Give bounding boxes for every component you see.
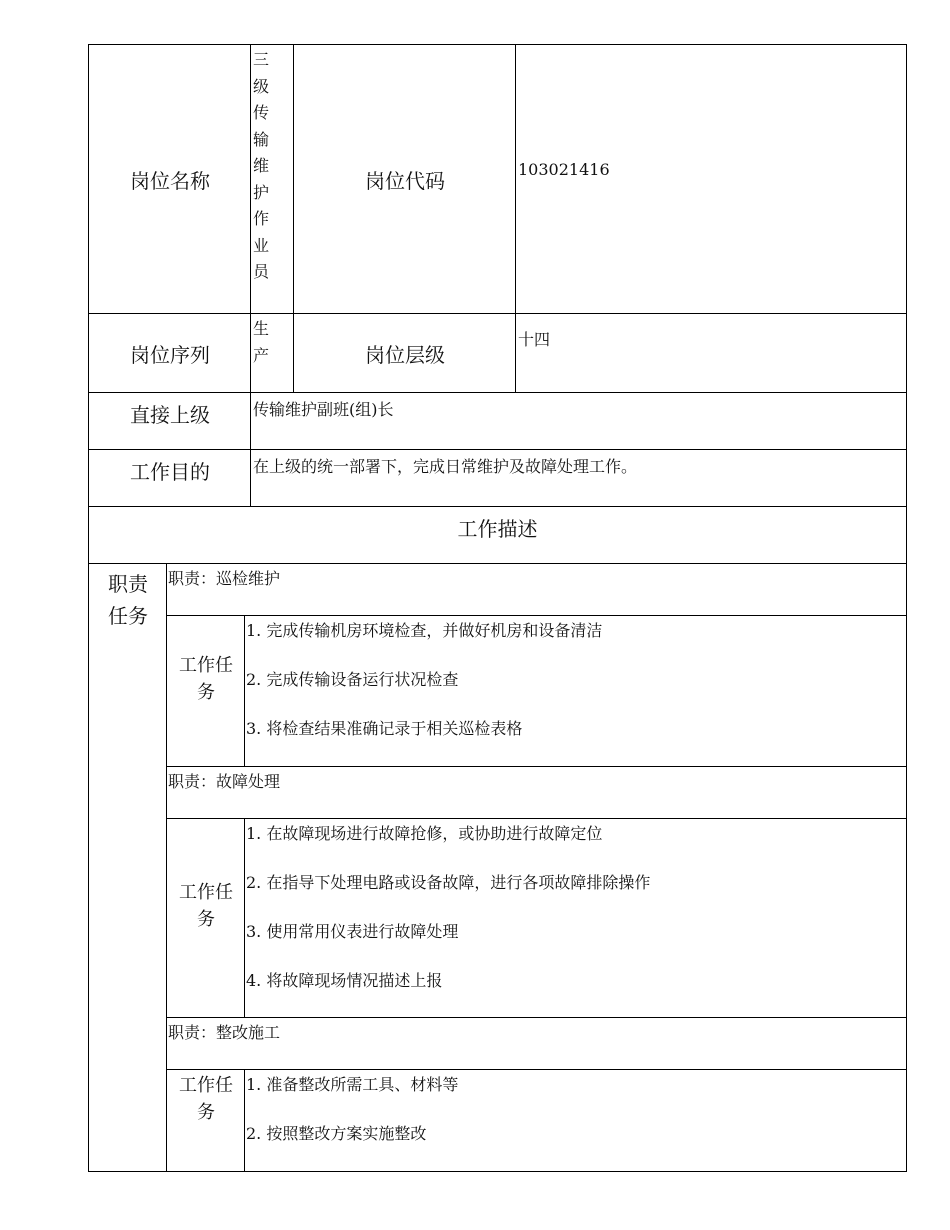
task-item: 1. 完成传输机房环境检查，并做好机房和设备清洁	[246, 621, 603, 640]
task-label-text: 工作任务	[179, 655, 233, 703]
description-title: 工作描述	[88, 506, 907, 565]
task-item: 4. 将故障现场情况描述上报	[246, 971, 443, 990]
task-label	[166, 818, 246, 1019]
superior-value: 传输维护副班(组)长	[250, 392, 907, 451]
task-label	[166, 615, 246, 768]
post-code-label: 岗位代码	[293, 44, 517, 315]
post-level-value: 十四	[515, 313, 907, 394]
task-item: 2. 按照整改方案实施整改	[246, 1124, 427, 1143]
task-list	[244, 1069, 907, 1172]
duties-label: 职责任务	[108, 572, 148, 628]
task-label-text: 工作任务	[179, 882, 233, 930]
goal-label: 工作目的	[88, 449, 252, 508]
task-item: 1. 在故障现场进行故障抢修，或协助进行故障定位	[246, 824, 603, 843]
task-item: 2. 在指导下处理电路或设备故障，进行各项故障排除操作	[246, 873, 651, 892]
task-list	[244, 615, 907, 768]
post-series-text: 生产	[253, 319, 270, 365]
post-name-label: 岗位名称	[88, 44, 252, 315]
post-code-value	[515, 44, 907, 315]
task-item: 1. 准备整改所需工具、材料等	[246, 1075, 459, 1094]
duty-title: 职责：整改施工	[166, 1017, 907, 1071]
superior-label: 直接上级	[88, 392, 252, 451]
task-item: 3. 使用常用仪表进行故障处理	[246, 922, 459, 941]
post-name-value	[250, 44, 295, 315]
duty-title: 职责：故障处理	[166, 766, 907, 820]
goal-value: 在上级的统一部署下，完成日常维护及故障处理工作。	[250, 449, 907, 508]
duties-label-cell	[88, 563, 168, 1172]
post-name-text: 三级传输维护作业员	[253, 50, 270, 281]
task-list	[244, 818, 907, 1019]
post-code-text: 103021416	[518, 159, 610, 179]
task-item: 2. 完成传输设备运行状况检查	[246, 670, 459, 689]
post-series-label: 岗位序列	[88, 313, 252, 394]
task-label-text: 工作任务	[179, 1075, 233, 1123]
task-item: 3. 将检查结果准确记录于相关巡检表格	[246, 719, 523, 738]
post-series-value	[250, 313, 295, 394]
task-label	[166, 1069, 246, 1172]
duty-title: 职责：巡检维护	[166, 563, 907, 617]
post-level-label: 岗位层级	[293, 313, 517, 394]
